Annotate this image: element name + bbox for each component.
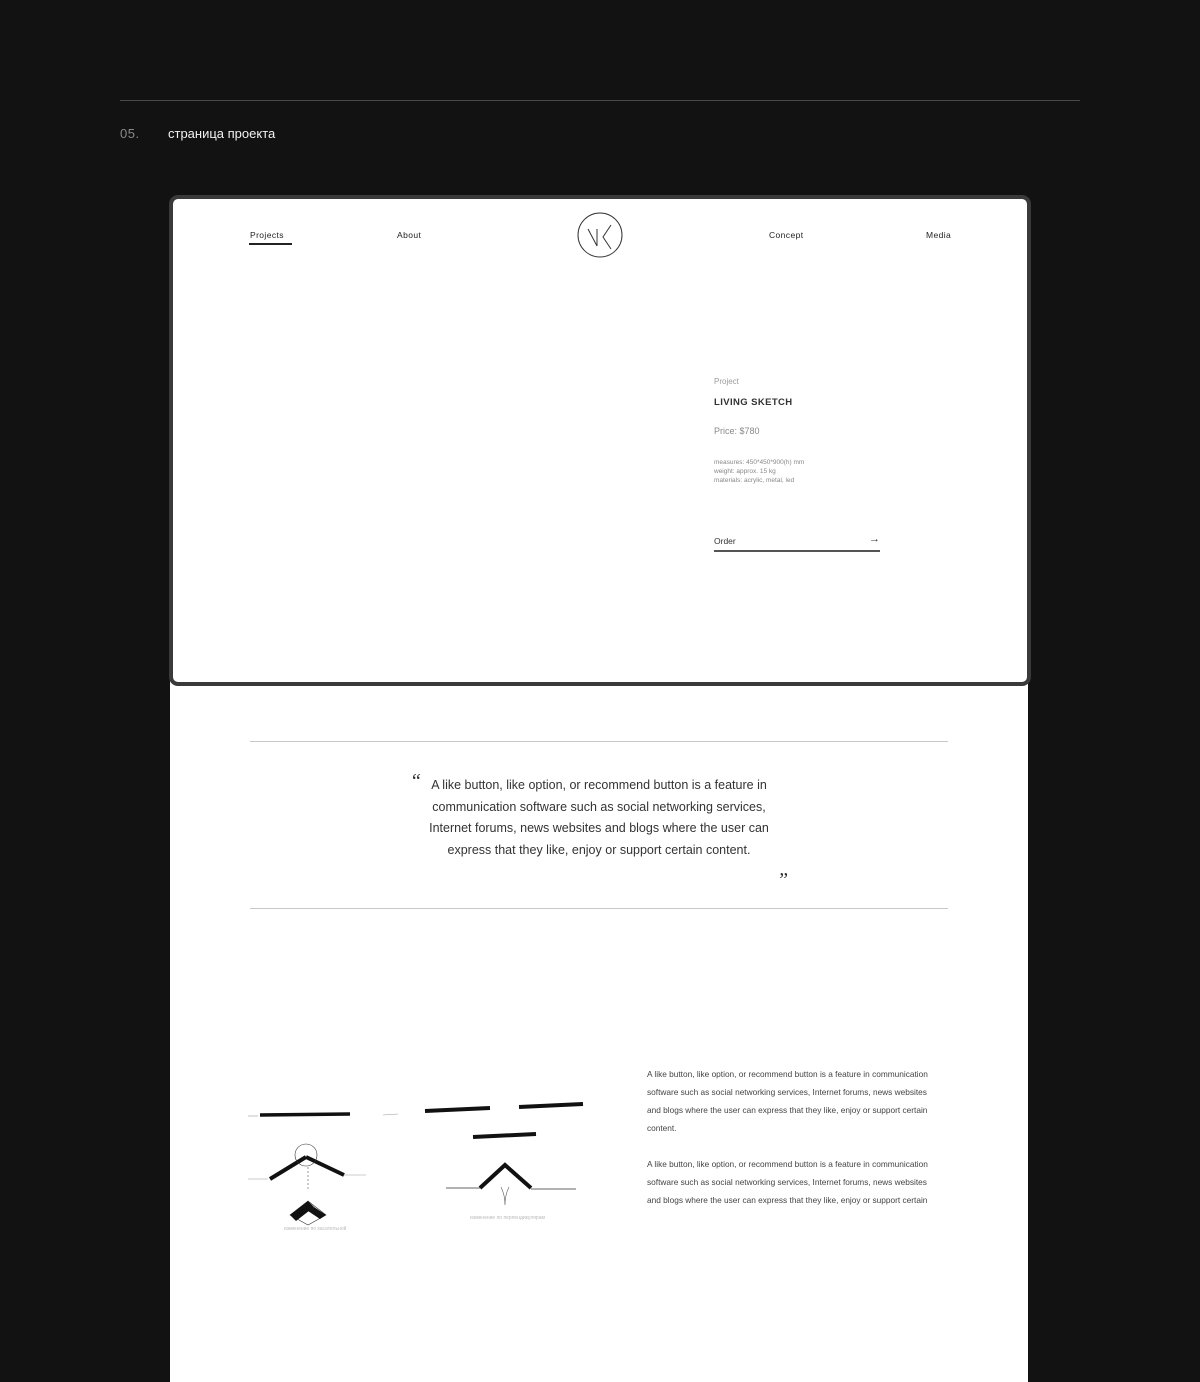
project-page-mockup: [169, 195, 1031, 686]
order-button[interactable]: Order: [714, 536, 736, 546]
project-page-body: [170, 640, 1028, 1382]
nav-about[interactable]: About: [397, 230, 422, 240]
nav-active-underline: [249, 243, 292, 245]
body-paragraph-2: A like button, like option, or recommend button is a feature in communication software such as social networking services, Internet forums, news websites and blogs where the user can express that they like, enjoy or support certain: [647, 1159, 928, 1205]
sketch-drawings: [248, 1055, 608, 1245]
sketch-left-caption: изменение по касательной: [284, 1226, 347, 1232]
section-divider: [120, 100, 1080, 101]
spec-measures: measures: 450*450*900(h) mm: [714, 459, 805, 466]
project-label: Project: [714, 377, 739, 386]
logo-icon[interactable]: [576, 211, 624, 259]
quote-close-mark: ”: [777, 869, 789, 891]
project-price: Price: $780: [714, 426, 760, 436]
spec-materials: materials: acrylic, metal, led: [714, 477, 795, 484]
nav-projects[interactable]: Projects: [250, 230, 284, 240]
nav-media[interactable]: Media: [926, 230, 952, 240]
project-title: LIVING SKETCH: [714, 397, 793, 408]
sketch-right: [425, 1104, 583, 1205]
section-number: 05.: [120, 126, 140, 141]
quote-text: A like button, like option, or recommend button is a feature in communication software such as social networking services, Internet forums, news websites and blogs where the user can express that they like, enjoy or support certain content.: [429, 778, 769, 857]
arrow-right-icon[interactable]: →: [869, 533, 880, 545]
quote-open-mark: “: [410, 770, 422, 792]
quote-bottom-divider: [250, 908, 948, 909]
spec-weight: weight: approx. 15 kg: [714, 468, 776, 475]
quote-top-divider: [250, 741, 948, 742]
sketch-left: [248, 1114, 398, 1225]
section-title: страница проекта: [168, 126, 276, 141]
order-underline: [714, 550, 880, 552]
sketch-right-caption: изменение по перпендикулярам: [470, 1215, 545, 1221]
nav-concept[interactable]: Concept: [769, 230, 804, 240]
body-paragraph-1: A like button, like option, or recommend button is a feature in communication software such as social networking services, Internet forums, news websites and blogs where the user can express that they like, enjoy or support certain content.: [647, 1069, 928, 1133]
